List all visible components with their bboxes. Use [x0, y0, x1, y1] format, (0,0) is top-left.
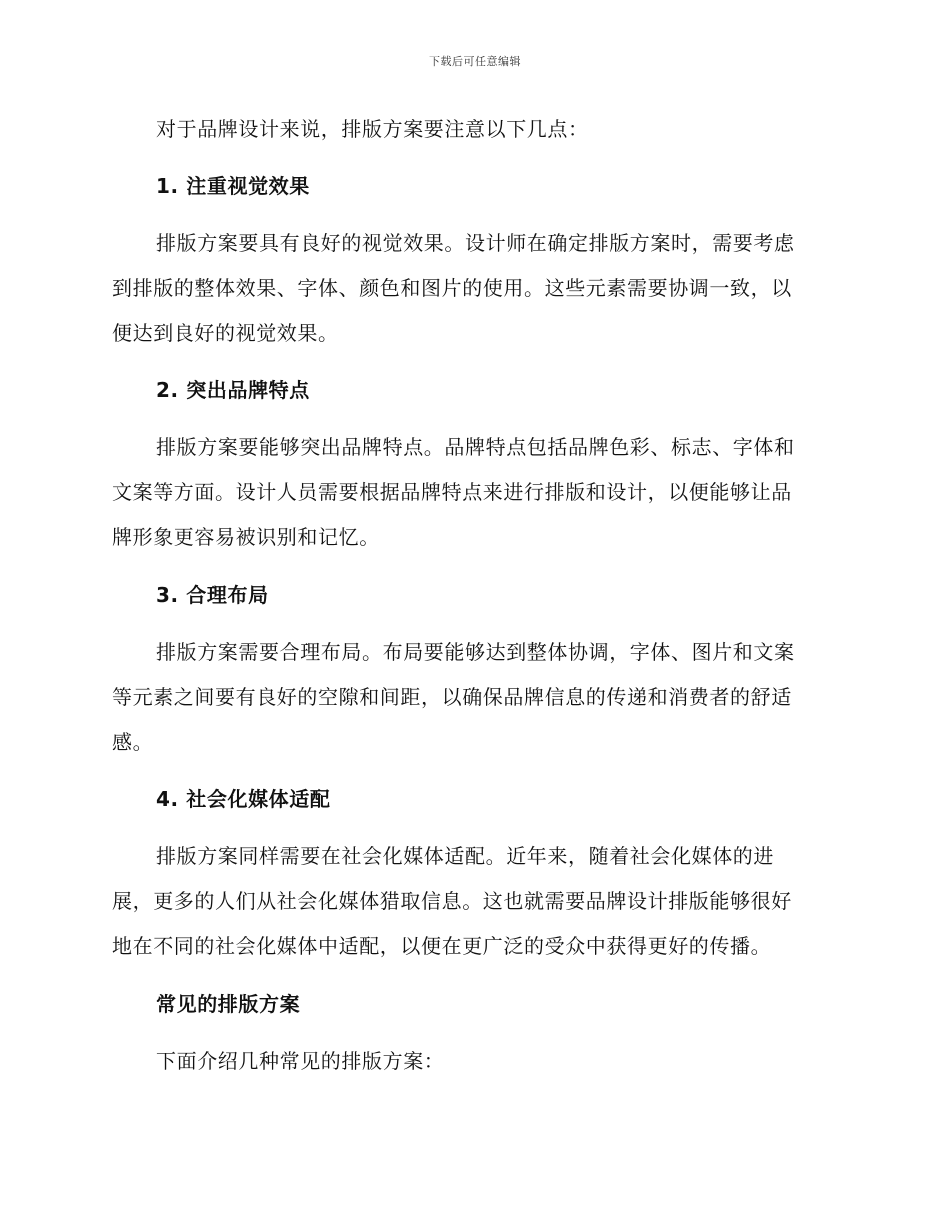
paragraph-line: 展，更多的人们从社会化媒体猎取信息。这也就需要品牌设计排版能够很好: [112, 889, 792, 913]
paragraph-line: 排版方案要具有良好的视觉效果。设计师在确定排版方案时，需要考虑: [156, 231, 795, 255]
section-1-paragraph: [112, 221, 832, 356]
section-4-paragraph: [112, 834, 832, 969]
section-3-heading: 3. 合理布局: [156, 583, 269, 607]
paragraph-line: 到排版的整体效果、字体、颜色和图片的使用。这些元素需要协调一致，以: [112, 276, 792, 300]
paragraph-line: 牌形象更容易被识别和记忆。: [112, 525, 380, 549]
paragraph-line: 排版方案同样需要在社会化媒体适配。近年来，随着社会化媒体的进: [156, 844, 774, 868]
page-header: 下载后可任意编辑: [429, 55, 521, 68]
paragraph-line: 地在不同的社会化媒体中适配，以便在更广泛的受众中获得更好的传播。: [112, 934, 772, 958]
common-heading: 常见的排版方案: [156, 992, 301, 1016]
common-paragraph: [112, 1039, 832, 1084]
common-text: 下面介绍几种常见的排版方案：: [156, 1049, 445, 1073]
paragraph-line: 便达到良好的视觉效果。: [112, 321, 339, 345]
intro-paragraph: [112, 107, 832, 152]
section-2-heading: 2. 突出品牌特点: [156, 378, 310, 402]
paragraph-line: 排版方案需要合理布局。布局要能够达到整体协调，字体、图片和文案: [156, 640, 795, 664]
paragraph-line: 文案等方面。设计人员需要根据品牌特点来进行排版和设计，以便能够让品: [112, 480, 792, 504]
paragraph-line: 等元素之间要有良好的空隙和间距，以确保品牌信息的传递和消费者的舒适: [112, 685, 792, 709]
section-3-paragraph: [112, 630, 832, 765]
section-4-heading: 4. 社会化媒体适配: [156, 787, 331, 811]
section-1-heading: 1. 注重视觉效果: [156, 174, 310, 198]
paragraph-line: 感。: [112, 730, 154, 754]
paragraph-line: 排版方案要能够突出品牌特点。品牌特点包括品牌色彩、标志、字体和: [156, 435, 795, 459]
intro-text: 对于品牌设计来说，排版方案要注意以下几点：: [156, 117, 589, 141]
section-2-paragraph: [112, 425, 832, 560]
